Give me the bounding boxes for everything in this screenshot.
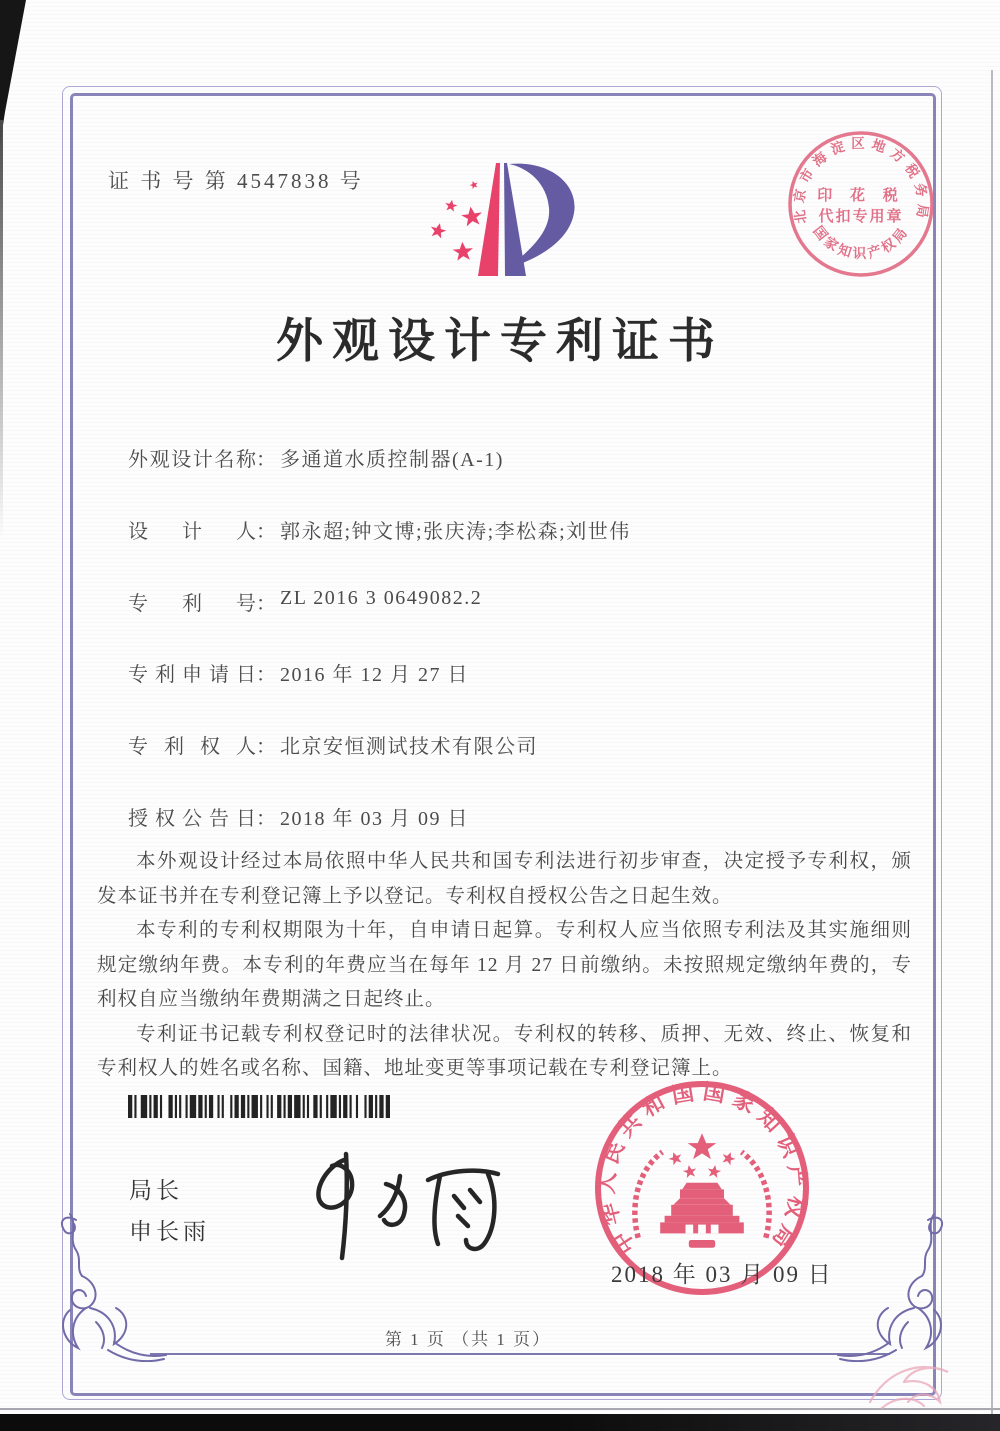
field-colon: ：: [256, 593, 276, 615]
cnipa-logo-icon: [420, 150, 590, 298]
seal-date: 2018 年 03 月 09 日: [611, 1262, 833, 1287]
certificate-title: 外观设计专利证书: [276, 316, 724, 368]
field-patent-number: [128, 587, 908, 616]
corner-flourish-right-icon: [836, 1212, 948, 1362]
scan-artifact-right-edge: [991, 70, 993, 1415]
tax-stamp-arc-bottom: 国家知识产权局: [810, 223, 912, 262]
director-name: 申长雨: [129, 1219, 210, 1245]
field-label: 设计人: [128, 521, 256, 543]
national-emblem: [635, 1133, 769, 1247]
legal-paragraph-2: 本专利的专利权期限为十年，自申请日起算。专利权人应当依照专利法及其实施细则规定缴纳年费。本专利的年费应当在每年 12 月 27 日前缴纳。未按照规定缴纳年费的，专利权自应当缴纳年费期满之日起终止。: [97, 920, 912, 1010]
field-patentee: [128, 730, 908, 759]
page-number: 第 1 页 （共 1 页）: [384, 1330, 552, 1349]
field-design-name: [128, 443, 908, 472]
scan-artifact-bottom-band: [0, 1414, 1000, 1431]
field-label: 外观设计名称: [128, 449, 256, 471]
tax-stamp-icon: [780, 126, 942, 288]
director-signature-icon: [282, 1146, 522, 1266]
tax-stamp-arc-top: 北京市海淀区地方税务局: [791, 136, 931, 225]
pink-swirl-ornament-icon: [862, 1348, 966, 1420]
scan-artifact-bottom-shadow: [0, 1408, 1000, 1410]
field-colon: ：: [256, 449, 276, 471]
legal-text-block: [97, 845, 912, 1087]
field-value: 多通道水质控制器(A-1): [280, 449, 504, 471]
certificate-number: 证 书 号 第 4547838 号: [108, 169, 364, 193]
legal-paragraph-1: 本外观设计经过本局依照中华人民共和国专利法进行初步审查，决定授予专利权，颁发本证书并在专利登记簿上予以登记。专利权自授权公告之日起生效。: [97, 851, 912, 907]
corner-flourish-left-icon: [56, 1212, 168, 1362]
director-title: 局长: [129, 1178, 183, 1204]
field-filing-date: [128, 658, 908, 687]
field-value: 2018 年 03 月 09 日: [280, 808, 469, 830]
barcode: [128, 1095, 390, 1118]
field-colon: ：: [256, 664, 276, 686]
field-designers: [128, 515, 908, 544]
field-value: 郭永超;钟文博;张庆涛;李松森;刘世伟: [280, 521, 631, 543]
field-grant-date: [128, 802, 908, 831]
field-label: 专利号: [128, 593, 256, 615]
scan-artifact-top-left: [0, 0, 30, 150]
field-value: 2016 年 12 月 27 日: [280, 664, 469, 686]
field-value: 北京安恒测试技术有限公司: [280, 736, 538, 758]
tax-stamp-line1: 印 花 税: [817, 188, 905, 204]
field-label: 专利权人: [128, 736, 256, 758]
svg-text:国家知识产权局: [810, 223, 911, 262]
tax-stamp-line2: 代扣专用章: [818, 209, 904, 225]
field-colon: ：: [256, 808, 276, 830]
bottom-ornament-rule: [150, 1353, 890, 1355]
field-label: 专利申请日: [128, 664, 256, 686]
field-colon: ：: [256, 521, 276, 543]
legal-paragraph-3: 专利证书记载专利权登记时的法律状况。专利权的转移、质押、无效、终止、恢复和专利权人的姓名或名称、国籍、地址变更等事项记载在专利登记簿上。: [97, 1023, 912, 1079]
field-label: 授权公告日: [128, 808, 256, 830]
field-value: ZL 2016 3 0649082.2: [280, 587, 483, 609]
seal-ring-text: 中华人民共和国国家知识产权局: [593, 1078, 811, 1259]
field-colon: ：: [256, 736, 276, 758]
